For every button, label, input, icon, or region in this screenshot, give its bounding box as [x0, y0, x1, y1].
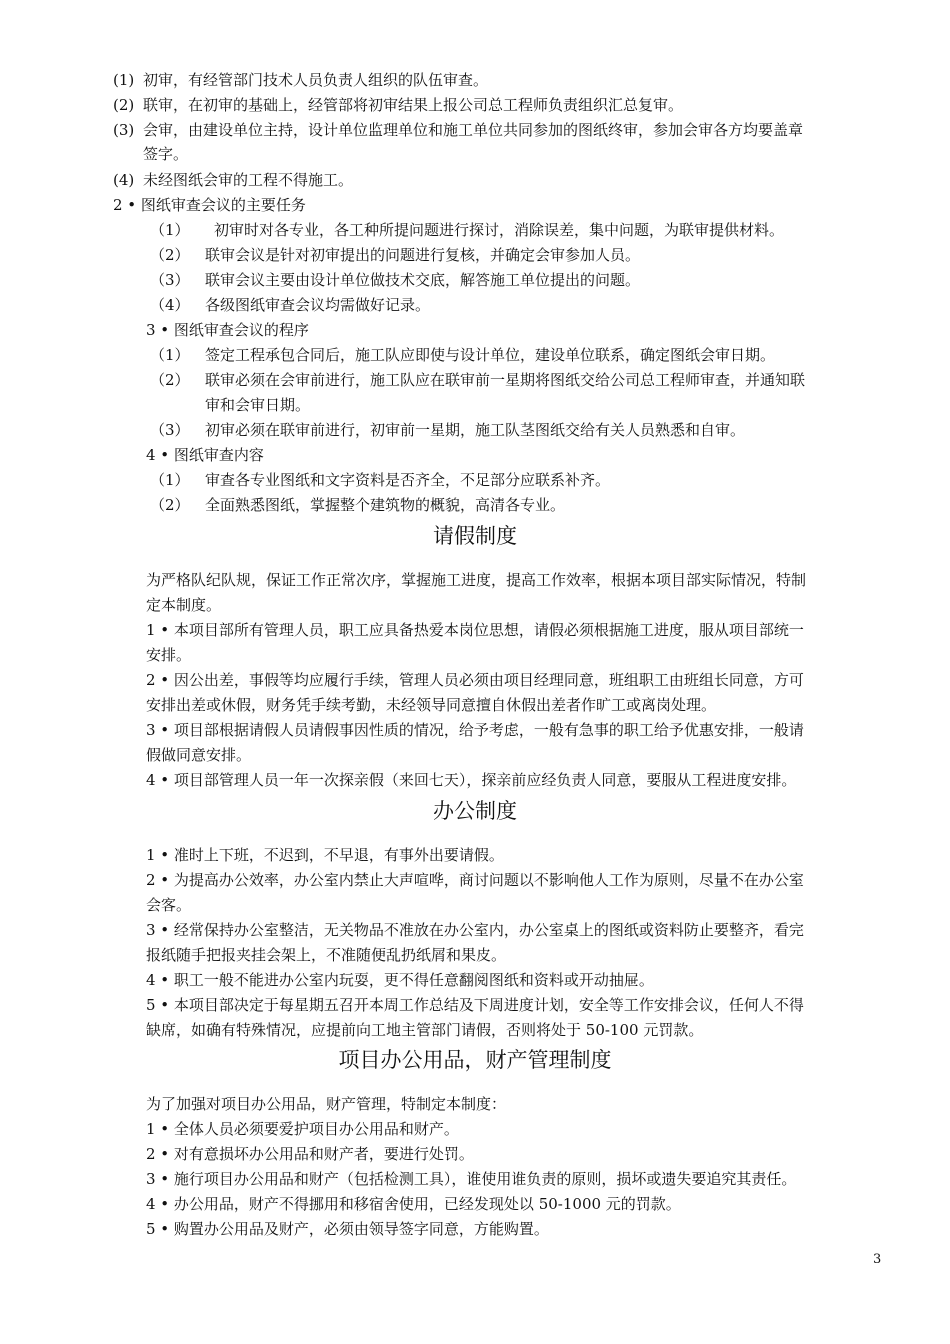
item-text: 联审必须在会审前进行，施工队应在联审前一星期将图纸交给公司总工程师审查，并通知联 — [205, 371, 806, 389]
paragraph-line: 安排。 — [146, 646, 192, 664]
paragraph-line: 3 • 经常保持办公室整洁，无关物品不准放在办公室内，办公室桌上的图纸或资料防止要整齐，看完 — [146, 921, 804, 939]
paragraph-line: 4 • 职工一般不能进办公室内玩耍，更不得任意翻阅图纸和资料或开动抽屉。 — [146, 971, 654, 989]
item-number: （2） — [150, 246, 190, 264]
item-text: 各级图纸审查会议均需做好记录。 — [205, 296, 431, 314]
item-text: 会审，由建设单位主持，设计单位监理单位和施工单位共同参加的图纸终审，参加会审各方均要盖章 — [143, 121, 804, 139]
item-number: （3） — [150, 421, 190, 439]
heading-leave-policy: 请假制度 — [433, 524, 517, 548]
paragraph-line: 1 • 本项目部所有管理人员，职工应具备热爱本岗位思想，请假必须根据施工进度，服从项目部统一 — [146, 621, 804, 639]
paragraph-line: 缺席，如确有特殊情况，应提前向工地主管部门请假，否则将处于 50-100 元罚款。 — [146, 1021, 704, 1039]
item-number: （1） — [150, 471, 190, 489]
paragraph-line: 1 • 全体人员必须要爱护项目办公用品和财产。 — [146, 1120, 459, 1138]
item-text: 初审必须在联审前进行，初审前一星期，施工队茎图纸交给有关人员熟悉和自审。 — [205, 421, 746, 439]
section-title: 2 • 图纸审查会议的主要任务 — [113, 196, 306, 214]
paragraph-line: 5 • 购置办公用品及财产，必须由领导签字同意，方能购置。 — [146, 1220, 549, 1238]
item-text: 联审会议是针对初审提出的问题进行复核，并确定会审参加人员。 — [205, 246, 641, 264]
heading-property-policy: 项目办公用品，财产管理制度 — [338, 1048, 612, 1072]
item-number: （3） — [150, 271, 190, 289]
paragraph-line: 为严格队纪队规，保证工作正常次序，掌握施工进度，提高工作效率，根据本项目部实际情况，特制 — [146, 571, 807, 589]
paragraph-line: 2 • 因公出差，事假等均应履行手续，管理人员必须由项目经理同意，班组职工由班组长同意，方可 — [146, 671, 804, 689]
paragraph-line: 2 • 为提高办公效率，办公室内禁止大声喧哗，商讨问题以不影响他人工作为原则，尽量不在办公室 — [146, 871, 804, 889]
item-number: （2） — [150, 371, 190, 389]
item-text-continuation: 签字。 — [143, 145, 189, 163]
item-number: （1） — [150, 221, 190, 239]
item-number: (1) — [113, 71, 135, 89]
heading-office-policy: 办公制度 — [433, 799, 517, 823]
item-number: (3) — [113, 121, 135, 139]
paragraph-line: 2 • 对有意损坏办公用品和财产者，要进行处罚。 — [146, 1145, 474, 1163]
paragraph-line: 安排出差或休假，财务凭手续考勤，未经领导同意擅自休假出差者作旷工或离岗处理。 — [146, 696, 717, 714]
paragraph-line: 定本制度。 — [146, 596, 222, 614]
page-number: 3 — [873, 1252, 882, 1267]
paragraph-line: 4 • 办公用品，财产不得挪用和移宿舍使用，已经发现处以 50-1000 元的罚款。 — [146, 1195, 681, 1213]
item-text: 未经图纸会审的工程不得施工。 — [143, 171, 354, 189]
item-text: 联审，在初审的基础上，经管部将初审结果上报公司总工程师负责组织汇总复审。 — [143, 96, 684, 114]
item-text: 联审会议主要由设计单位做技术交底，解答施工单位提出的问题。 — [205, 271, 641, 289]
paragraph-line: 1 • 准时上下班，不迟到，不早退，有事外出要请假。 — [146, 846, 504, 864]
item-number: （4） — [150, 296, 190, 314]
item-number: (2) — [113, 96, 135, 114]
item-text: 签定工程承包合同后，施工队应即使与设计单位，建设单位联系，确定图纸会审日期。 — [205, 346, 776, 364]
section-title: 4 • 图纸审查内容 — [146, 446, 264, 464]
item-text: 审查各专业图纸和文字资料是否齐全，不足部分应联系补齐。 — [205, 471, 611, 489]
paragraph-line: 为了加强对项目办公用品，财产管理，特制定本制度： — [146, 1095, 507, 1113]
item-text: 初审时对各专业，各工种所提问题进行探讨，消除误差，集中问题，为联审提供材料。 — [214, 221, 785, 239]
paragraph-line: 会客。 — [146, 896, 192, 914]
paragraph-line: 报纸随手把报夹挂会架上，不准随便乱扔纸屑和果皮。 — [146, 946, 507, 964]
paragraph-line: 5 • 本项目部决定于每星期五召开本周工作总结及下周进度计划，安全等工作安排会议，任何人不得 — [146, 996, 804, 1014]
item-text: 初审，有经管部门技术人员负责人组织的队伍审查。 — [143, 71, 489, 89]
section-title: 3 • 图纸审查会议的程序 — [146, 321, 309, 339]
paragraph-line: 4 • 项目部管理人员一年一次探亲假（来回七天），探亲前应经负责人同意，要服从工程进度安排。 — [146, 771, 797, 789]
item-number: (4) — [113, 171, 135, 189]
paragraph-line: 3 • 施行项目办公用品和财产（包括检测工具），谁使用谁负责的原则，损坏或遗失要追究其责任。 — [146, 1170, 797, 1188]
item-number: （1） — [150, 346, 190, 364]
item-text: 全面熟悉图纸，掌握整个建筑物的概貌，高清各专业。 — [205, 496, 566, 514]
item-text-continuation: 审和会审日期。 — [205, 396, 311, 414]
paragraph-line: 假做同意安排。 — [146, 746, 252, 764]
paragraph-line: 3 • 项目部根据请假人员请假事因性质的情况，给予考虑，一般有急事的职工给予优惠安排，一般请 — [146, 721, 804, 739]
item-number: （2） — [150, 496, 190, 514]
